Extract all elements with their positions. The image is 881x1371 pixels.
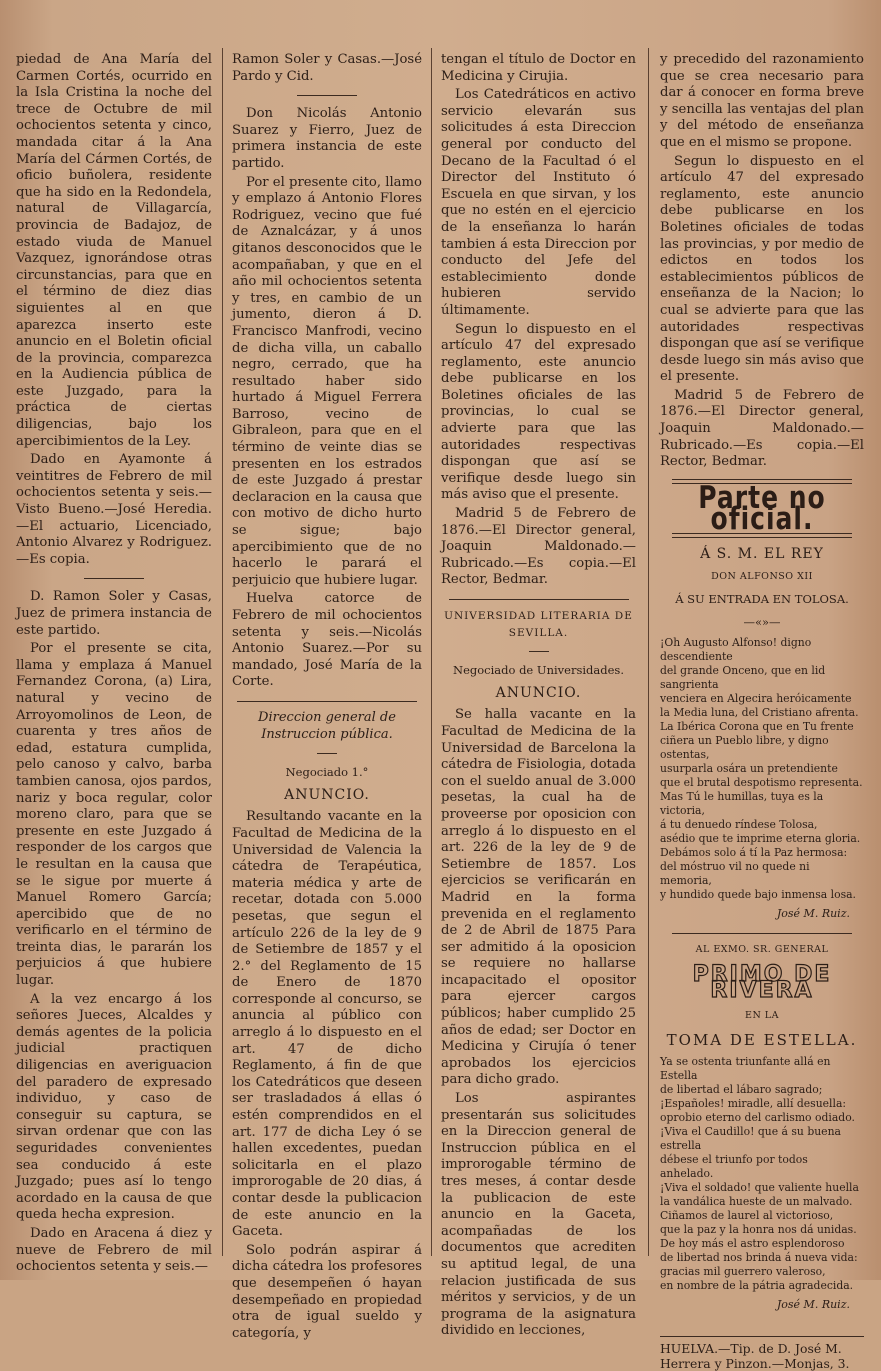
- poem-line: Mas Tú le humillas, tuya es la victoria,: [660, 790, 824, 818]
- paragraph: piedad de Ana María del Carmen Cortés, ocurrido en la Isla Cristina la noche del trece de Octubre de mil ochocientos setenta y cinco, mandada citar á la Ana María del Cármen Cortés, de oficio buñolera, residente que ha sido en la Redondela, natural de Villagarcía, provincia de Badajoz, de estado viuda de Manuel Vazquez, ignorándose otras circunstancias, para que en el término de diez dias siguientes al en que aparezca inserto este anuncio en el Boletin oficial de la provincia, comparezca en la Audiencia pública de este Juzgado, para la práctica de ciertas diligencias, bajo los apercibimientos de la Ley.: [16, 52, 212, 449]
- negociado-label: Negociado 1.°: [285, 765, 369, 780]
- poem-line: ¡Oh Augusto Alfonso! digno descendiente: [660, 636, 812, 664]
- signature: José M. Ruiz.: [776, 907, 850, 921]
- separator: [317, 753, 337, 754]
- column-4: [660, 52, 864, 1371]
- paragraph: y precedido del razonamiento que se crea necesario para dar á conocer en forma breve y sencilla las ventajas del plan y del método de enseñanza que en el mismo se propone.: [660, 52, 864, 150]
- poem-line: que el brutal despotismo representa.: [660, 776, 863, 790]
- poem-line: de libertad nos brinda á nueva vida:: [660, 1250, 858, 1264]
- poem-line: ¡Españoles! miradle, allí desuella:: [660, 1096, 847, 1110]
- poem-line: débese el triunfo por todos anhelado.: [660, 1152, 808, 1180]
- paragraph: tengan el título de Doctor en Medicina y Cirujia.: [441, 52, 636, 84]
- separator: [297, 95, 357, 96]
- paragraph: Los aspirantes presentarán sus solicitudes en la Direccion general de Instruccion pública en el improrogable término de tres meses, á contar desde la publicacion de este anuncio en la Gaceta, acompañadas de los documentos que acrediten su aptitud legal, de una relacion justificada de sus méritos y servicios, y de un programa de la asignatura dividido en lecciones,: [441, 1091, 636, 1339]
- poem-line: y hundido quede bajo inmensa losa.: [660, 888, 856, 902]
- separator: [529, 651, 549, 652]
- paragraph: Ramon Soler y Casas.—José Pardo y Cid.: [232, 52, 422, 84]
- poem: [660, 1055, 864, 1293]
- paragraph: Madrid 5 de Febrero de 1876.—El Director general, Joaquin Maldonado.—Rubricado.—Es copia.—El Rector, Bedmar.: [660, 387, 864, 470]
- dedication-heading: AL EXMO. SR. GENERAL: [695, 944, 829, 955]
- poem-line: del móstruo vil no quede ni memoria,: [660, 860, 810, 888]
- paragraph: D. Ramon Soler y Casas, Juez de primera instancia de este partido.: [16, 589, 212, 638]
- paragraph: Segun lo dispuesto en el artículo 47 del expresado reglamento, este anuncio debe publicarse en los Boletines oficiales de todas las provincias, y por medio de edictos en todos los establecimientos públicos de enseñanza de la Nacion; lo cual se advierte para que las autoridades respectivas dispongan que así se verifique desde luego sin más aviso que el presente.: [660, 153, 864, 385]
- dedication-subheading: DON ALFONSO XII: [711, 570, 813, 582]
- poem-line: en nombre de la pátria agradecida.: [660, 1278, 854, 1292]
- separator: [672, 933, 852, 934]
- paragraph: Huelva catorce de Febrero de mil ochocientos setenta y seis.—Nicolás Antonio Suarez.—Por su mandado, José María de la Corte.: [232, 591, 422, 690]
- dedication-subheading: Á SU ENTRADA EN TOLOSA.: [675, 592, 849, 607]
- paragraph: Segun lo dispuesto en el artículo 47 del expresado reglamento, este anuncio debe publicarse en los Boletines oficiales de las provincias, lo cual se advierte para que las autoridades respectivas dispongan que así se verifique desde luego sin más aviso que el presente.: [441, 321, 636, 503]
- column-3: [441, 52, 636, 1339]
- separator: [237, 701, 417, 702]
- poem-line: Debámos solo á tí la Paz hermosa:: [660, 846, 848, 860]
- poem-line: venciera en Algecira heróicamente: [660, 692, 852, 706]
- section-heading: Direccion general de Instruccion pública.: [258, 709, 396, 742]
- dedication-heading: Á S. M. EL REY: [700, 546, 824, 563]
- paragraph: Dado en Aracena á diez y nueve de Febrero de mil ochocientos setenta y seis.—: [16, 1225, 212, 1275]
- paragraph: Madrid 5 de Febrero de 1876.—El Director general, Joaquin Maldonado.—Rubricado.—Es copia.—El Rector, Bedmar.: [441, 506, 636, 588]
- paragraph: Solo podrán aspirar á dicha cátedra los profesores que desempeñen ó hayan desempeñado en propiedad otra de igual sueldo y categoría, y: [232, 1242, 422, 1341]
- poem-line: que la paz y la honra nos dá unidas.: [660, 1222, 857, 1236]
- poem-line: gracias mil guerrero valeroso,: [660, 1264, 826, 1278]
- poem-line: Ciñamos de laurel al victorioso,: [660, 1208, 834, 1222]
- paragraph: Dado en Ayamonte á veintitres de Febrero de mil ochocientos setenta y seis.—Visto Bueno.—José Heredia.—El actuario, Licenciado, Antonio Alvarez y Rodriguez.—Es copia.: [16, 452, 212, 567]
- section-heading: UNIVERSIDAD LITERARIA DE SEVILLA.: [444, 610, 633, 639]
- anuncio-heading: ANUNCIO.: [495, 684, 582, 701]
- signature: José M. Ruiz.: [776, 1297, 850, 1311]
- paragraph: A la vez encargo á los señores Jueces, Alcaldes y demás agentes de la policia judicial practiquen diligencias en averiguacion del paradero de expresado individuo, y caso de conseguir su captura, se sirvan ordenar que con las seguridades convenientes sea conducido á este Juzgado; pues así lo tengo acordado en la causa de que queda hecha expresion.: [16, 991, 212, 1223]
- poem-line: ciñera un Pueblo libre, y digno ostentas,: [660, 734, 829, 762]
- paragraph: Los Catedráticos en activo servicio elevarán sus solicitudes á esta Direccion general por conducto del Decano de la Facultad ó el Director del Instituto ó Escuela en que sirvan, y los que no estén en el ejercicio de la enseñanza lo harán tambien á esta Direccion por conducto del Jefe del establecimiento donde hubieren servido últimamente.: [441, 87, 636, 318]
- printer-imprint: HUELVA.—Tip. de D. José M. Herrera y Pinzon.—Monjas, 3.: [660, 1336, 864, 1371]
- column-2: [232, 52, 422, 1341]
- ornament: —«»—: [743, 614, 781, 629]
- poem-line: usurparla osára un pretendiente: [660, 762, 838, 776]
- paragraph: Don Nicolás Antonio Suarez y Fierro, Juez de primera instancia de este partido.: [232, 106, 422, 171]
- column-1: [16, 52, 212, 1275]
- paragraph: Se halla vacante en la Facultad de Medicina de la Universidad de Barcelona la cátedra de Fisiologia, dotada con el sueldo anual de 3.000 pesetas, la cual ha de proveerse por oposicion con arreglo á lo dispuesto en el art. 226 de la ley de 9 de Setiembre de 1857. Los ejercicios se verificarán en Madrid en la forma prevenida en el reglamento de 2 de Abril de 1875 Para ser admitido á la oposicion se requiere no hallarse incapacitado el opositor para ejercer cargos públicos; haber cumplido 25 años de edad; ser Doctor en Medicina y Cirujía ó tener aprobados los ejercicios para dicho grado.: [441, 707, 636, 1088]
- anuncio-heading: ANUNCIO.: [284, 786, 370, 803]
- paragraph: Resultando vacante en la Facultad de Medicina de la Universidad de Valencia la cátedra de Terapéutica, materia médica y arte de recetar, dotada con 5.000 pesetas, que segun el artículo 226 de la ley de 9 de Setiembre de 1857 y el 2.° del Reglamento de 15 de Enero de 1870 corresponde al concurso, se anuncia al público con arreglo á lo dispuesto en el art. 47 de dicho Reglamento, á fin de que los Catedráticos que deseen ser trasladados á ellas ó estén comprendidos en el art. 177 de dicha Ley ó se hallen excedentes, puedan solicitarla en el plazo improrogable de 20 dias, á contar desde la publicacion de este anuncio en la Gaceta.: [232, 809, 422, 1240]
- poem-line: oprobio eterno del carlismo odiado.: [660, 1110, 855, 1124]
- poem-line: La Ibérica Corona que en Tu frente: [660, 720, 854, 734]
- poem-line: la vandálica hueste de un malvado.: [660, 1194, 853, 1208]
- primo-de-rivera-heading: PRIMO DE RIVERA: [692, 961, 832, 1004]
- separator: [449, 599, 629, 600]
- column-rule: [648, 48, 649, 1256]
- dedication-subheading: TOMA DE ESTELLA.: [666, 1031, 858, 1050]
- poem-line: del grande Onceno, que en lid sangrienta: [660, 664, 826, 692]
- column-rule: [222, 48, 223, 1256]
- poem-line: la Media luna, del Cristiano afrenta.: [660, 706, 859, 720]
- dedication-subheading: EN LA: [745, 1009, 779, 1021]
- poem: [660, 636, 864, 902]
- poem-line: de libertad el lábaro sagrado;: [660, 1082, 823, 1096]
- poem-line: De hoy más el astro esplendoroso: [660, 1236, 845, 1250]
- paragraph: Por el presente se cita, llama y emplaza á Manuel Fernandez Corona, (a) Lira, natural y vecino de Arroyomolinos de Leon, de cuarenta y tres años de edad, estatura cumplida, pelo canoso y calvo, barba tambien canosa, ojos pardos, nariz y boca regular, color moreno claro, para que se presente en este Juzgado á responder de los cargos que le resultan en la causa que se le sigue por muerte á Manuel Romero García; apercibido que de no verificarlo en el término de treinta dias, le pararán los perjuicios á que hubiere lugar.: [16, 641, 212, 989]
- column-rule: [431, 48, 432, 1256]
- parte-no-oficial-heading: Parte no oficial.: [698, 478, 826, 536]
- poem-line: asédio que te imprime eterna gloria.: [660, 832, 861, 846]
- poem-line: ¡Viva el soldado! que valiente huella: [660, 1180, 859, 1194]
- poem-line: Ya se ostenta triunfante allá en Estella: [660, 1054, 831, 1082]
- poem-line: ¡Viva el Caudillo! que á su buena estrella: [660, 1124, 841, 1152]
- paragraph: Por el presente cito, llamo y emplazo á Antonio Flores Rodriguez, vecino que fué de Aznalcázar, y á unos gitanos desconocidos que le acompañaban, y que en el año mil ochocientos setenta y tres, en cambio de un jumento, dieron á D. Francisco Manfrodi, vecino de dicha villa, un caballo negro, cerrado, que ha resultado haber sido hurtado á Miguel Ferrera Barroso, vecino de Gibraleon, para que en el término de veinte dias se presenten en los estrados de este Juzgado á prestar declaracion en la causa que con motivo de dicho hurto se sigue; bajo apercibimiento que de no hacerlo le parará el perjuicio que hubiere lugar.: [232, 174, 422, 588]
- poem-line: á tu denuedo ríndese Tolosa,: [660, 818, 818, 832]
- separator: [84, 578, 144, 579]
- negociado-label: Negociado de Universidades.: [453, 663, 624, 678]
